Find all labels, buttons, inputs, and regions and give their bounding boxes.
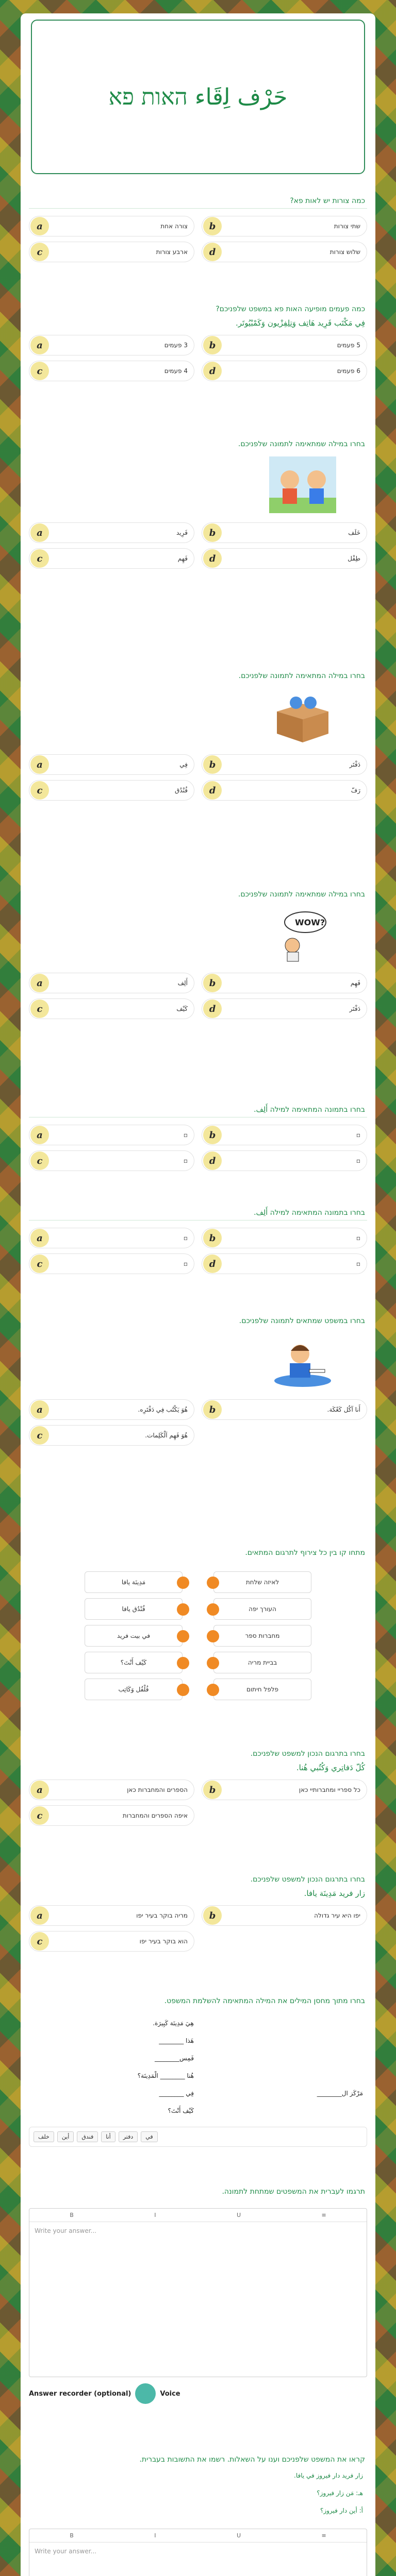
box-picture — [269, 688, 336, 745]
option-d[interactable] — [202, 1150, 367, 1171]
letter-d-icon: d — [203, 243, 222, 261]
question-title: קראו את המשפט שלפניכם וענו על השאלות. רשמו את התשובות בעברית. — [139, 2455, 365, 2464]
match-left-item[interactable]: مَدِينَة يافا — [85, 1571, 183, 1593]
letter-d-icon: d — [203, 781, 222, 800]
option-c[interactable] — [29, 242, 194, 262]
option-c[interactable] — [29, 998, 194, 1019]
broken-image-icon: ▫ — [183, 1157, 188, 1164]
question-title: בחרו מתוך מחסן המילים את המילה המתאימה להשלמת המשפט. — [164, 1997, 365, 2005]
option-b[interactable] — [202, 335, 367, 355]
letter-b-icon: b — [203, 523, 222, 542]
option-d[interactable] — [202, 780, 367, 801]
option-b[interactable] — [202, 1228, 367, 1248]
svg-text:WOW?: WOW? — [295, 918, 325, 927]
letter-c-icon: c — [30, 549, 49, 568]
answer-textarea[interactable]: Write your answer... — [35, 2548, 96, 2555]
question-title: בחרו בתרגום הנכון למשפט שלפניכם. — [250, 1750, 365, 1758]
letter-b-icon: b — [203, 1781, 222, 1799]
broken-image-icon: ▫ — [356, 1234, 360, 1242]
option-c[interactable] — [29, 1150, 194, 1171]
question-sentence: كُلّ دَفاتِري وَكُتُبي هُنا. — [296, 1763, 365, 1772]
record-button[interactable] — [135, 2383, 156, 2404]
letter-a-icon: a — [30, 1781, 49, 1799]
option-text: أَلِف — [177, 979, 188, 987]
letter-c-icon: c — [30, 1806, 49, 1825]
letter-d-icon: d — [203, 362, 222, 380]
broken-image-icon: ▫ — [356, 1260, 360, 1267]
letter-d-icon: d — [203, 999, 222, 1018]
question-5 — [29, 890, 367, 1019]
option-c[interactable] — [29, 1931, 194, 1952]
letter-c-icon: c — [30, 781, 49, 800]
letter-b-icon: b — [203, 1400, 222, 1419]
option-text: فَرِيد — [176, 529, 188, 536]
option-d[interactable] — [202, 998, 367, 1019]
option-c[interactable] — [29, 1253, 194, 1274]
voice-label: Voice — [160, 2389, 180, 2398]
letter-a-icon: a — [30, 1400, 49, 1419]
option-text: כל ספריי ומחברותיי כאן — [299, 1786, 360, 1793]
option-text: מריה בוקר בעיר יפו — [136, 1912, 188, 1919]
word-chip[interactable]: خلف — [34, 2131, 54, 2142]
question-title: בחרו במילה המתאימה לתמונה שלפניכם. — [238, 672, 365, 680]
broken-image-icon: ▫ — [183, 1260, 188, 1267]
option-text: فَهِم — [350, 979, 360, 987]
reading-line: هـ: مَن زار فيروز؟ — [317, 2489, 363, 2497]
letter-b-icon: b — [203, 217, 222, 235]
question-title: בחרו בתמונה המתאימה למילה أَلِف. — [29, 1106, 367, 1117]
question-1 — [29, 197, 367, 262]
broken-image-icon: ▫ — [356, 1157, 360, 1164]
letter-b-icon: b — [203, 974, 222, 992]
question-14 — [29, 2455, 367, 2576]
question-8 — [29, 1317, 367, 1446]
question-title: כמה פעמים מופיעה האות פא במשפט שלפניכם? — [216, 305, 365, 313]
question-sentence: زار فريد مَدِينَة يافا. — [304, 1889, 365, 1898]
letter-a-icon: a — [30, 755, 49, 774]
option-c[interactable] — [29, 548, 194, 569]
question-7 — [29, 1209, 367, 1274]
option-b[interactable] — [202, 1780, 367, 1800]
word-chip[interactable]: فندق — [77, 2131, 98, 2142]
option-c[interactable] — [29, 361, 194, 381]
letter-b-icon: b — [203, 1906, 222, 1925]
reading-line: أ: أين دار فيروز؟ — [320, 2507, 363, 2514]
option-text: فِي — [179, 761, 188, 768]
editor-toolbar — [29, 2209, 367, 2222]
option-text: أَنا آكُل كَعْكَة. — [327, 1406, 360, 1413]
sentence-line: هَذا ________ — [159, 2037, 194, 2044]
answer-textarea[interactable]: Write your answer... — [35, 2227, 96, 2234]
title-card — [31, 20, 365, 174]
letter-d-icon: d — [203, 549, 222, 568]
letter-a-icon: a — [30, 1229, 49, 1247]
letter-c-icon: c — [30, 1151, 49, 1170]
italic-icon[interactable]: I — [154, 2212, 156, 2218]
option-text: הוא בוקר בעיר יפו — [139, 1938, 188, 1945]
option-b[interactable] — [202, 754, 367, 775]
option-text: יפו היא עיר גדולה — [314, 1912, 360, 1919]
match-left-item[interactable]: فُنْدُق يافا — [85, 1598, 183, 1620]
option-text: ארבע צורות — [156, 248, 188, 256]
option-text: دَفْتَر — [349, 1005, 360, 1012]
option-d[interactable] — [202, 1253, 367, 1274]
broken-image-icon: ▫ — [183, 1131, 188, 1139]
letter-a-icon: a — [30, 974, 49, 992]
letter-c-icon: c — [30, 1255, 49, 1273]
question-title: בחרו בתמונה המתאימה למילה أَلِف. — [29, 1209, 367, 1221]
option-text: هُوَ فَهِم اَلْكَلِمات. — [145, 1432, 188, 1439]
letter-c-icon: c — [30, 999, 49, 1018]
option-text: رَفّ — [351, 787, 360, 794]
sentence-line: هِيَ مَدِينَة كَبِيرَة. — [153, 2020, 194, 2027]
bold-icon[interactable]: B — [70, 2212, 74, 2218]
match-left-item[interactable]: في بيت فريد — [85, 1625, 183, 1647]
question-11 — [29, 1875, 367, 1952]
sentence-line: فَمِس________ — [155, 2055, 194, 2062]
match-right-item[interactable]: בביית מריה — [213, 1652, 311, 1673]
option-b[interactable] — [202, 973, 367, 993]
question-sentence: فِي مَكْتَب فَرِيد هَاتِف وَتِلِفِزْيون وَكَمْبْيُوتَر. — [235, 318, 365, 328]
word-chip[interactable]: أين — [57, 2131, 74, 2142]
letter-d-icon: d — [203, 1255, 222, 1273]
option-d[interactable] — [202, 361, 367, 381]
option-text: הספרים והמחברות כאן — [127, 1786, 188, 1793]
letter-b-icon: b — [203, 1126, 222, 1144]
match-right-item[interactable]: העורך יפה — [213, 1598, 311, 1620]
word-bank — [29, 2127, 367, 2147]
question-13 — [29, 2188, 367, 2404]
broken-image-icon: ▫ — [183, 1234, 188, 1242]
letter-c-icon: c — [30, 1426, 49, 1445]
align-icon[interactable]: ≡ — [321, 2532, 326, 2539]
option-text: 6 פעמים — [337, 367, 360, 375]
answer-editor[interactable] — [29, 2208, 367, 2377]
letter-b-icon: b — [203, 336, 222, 354]
sentence-line: كَيْف أَنْتَ؟ — [168, 2107, 194, 2114]
underline-icon[interactable]: U — [236, 2532, 241, 2539]
boy-writing-picture — [269, 1333, 336, 1390]
bold-icon[interactable]: B — [70, 2532, 74, 2539]
question-10 — [29, 1750, 367, 1826]
recorder-label: Answer recorder (optional) — [29, 2389, 131, 2398]
option-text: دَفْتَر — [349, 761, 360, 768]
match-right-item[interactable]: לאיזה שלחת — [213, 1571, 311, 1593]
letter-b-icon: b — [203, 755, 222, 774]
option-text: طِفْل — [348, 555, 360, 562]
option-text: خَلَف — [348, 529, 360, 536]
question-title: בחרו במילה שמתאימה לתמונה שלפניכם. — [238, 440, 365, 448]
option-a[interactable] — [29, 1905, 194, 1926]
letter-a-icon: a — [30, 217, 49, 235]
italic-icon[interactable]: I — [154, 2532, 156, 2539]
question-6 — [29, 1106, 367, 1171]
page-title: حَرْف ﻟِقَاء האות פא — [108, 83, 288, 110]
option-text: 5 פעמים — [337, 342, 360, 349]
question-title: מתחו קו בין כל צירוף לתרגום המתאים. — [245, 1549, 365, 1557]
option-a[interactable] — [29, 335, 194, 355]
word-chip[interactable]: أنا — [101, 2131, 115, 2142]
question-title: בחרו במילה שמתאימה לתמונה שלפניכם. — [238, 890, 365, 899]
letter-a-icon: a — [30, 1126, 49, 1144]
broken-image-icon: ▫ — [356, 1131, 360, 1139]
option-text: צורה אחת — [160, 223, 188, 230]
option-a[interactable] — [29, 973, 194, 993]
align-icon[interactable]: ≡ — [321, 2212, 326, 2218]
question-2 — [29, 305, 367, 381]
letter-c-icon: c — [30, 243, 49, 261]
option-a[interactable] — [29, 1228, 194, 1248]
letter-c-icon: c — [30, 1932, 49, 1951]
question-12 — [29, 1997, 367, 2147]
letter-c-icon: c — [30, 362, 49, 380]
option-b[interactable] — [202, 1399, 367, 1420]
answer-recorder — [29, 2383, 367, 2404]
sentence-line: هُنا ________ الْمَدِينَة؟ — [137, 2072, 194, 2079]
question-3 — [29, 440, 367, 569]
letter-a-icon: a — [30, 1906, 49, 1925]
option-a[interactable] — [29, 522, 194, 543]
option-b[interactable] — [202, 1125, 367, 1145]
match-left-item[interactable]: فُلْفُل وَكَاتِب — [85, 1679, 183, 1700]
question-title: תרגמו לעברית את המשפטים שמתחת לתמונה. — [222, 2188, 365, 2196]
option-text: שלוש צורות — [329, 248, 360, 256]
question-9 — [29, 1549, 367, 1705]
word-chip[interactable]: دفتر — [119, 2131, 138, 2142]
sentence-line: فِي ________ — [159, 2090, 194, 2097]
match-left-item[interactable]: كَيْف أَنْتَ؟ — [85, 1652, 183, 1673]
sentence-line: مَرْكَز ال________ — [317, 2090, 363, 2097]
question-title: בחרו בתרגום הנכון למשפט שלפניכם. — [250, 1875, 365, 1884]
option-c[interactable] — [29, 1805, 194, 1826]
answer-editor[interactable] — [29, 2529, 367, 2576]
question-4 — [29, 672, 367, 801]
editor-toolbar — [29, 2529, 367, 2543]
option-b[interactable] — [202, 1905, 367, 1926]
option-text: 3 פעמים — [164, 342, 188, 349]
underline-icon[interactable]: U — [236, 2212, 241, 2218]
option-text: איפה הספרים והמחברות — [122, 1812, 188, 1819]
option-a[interactable] — [29, 1125, 194, 1145]
option-d[interactable] — [202, 242, 367, 262]
question-title: בחרו במשפט שמתאים לתמונה שלפניכם. — [239, 1317, 365, 1325]
match-right-item[interactable]: פלפל חיתום — [213, 1679, 311, 1700]
letter-a-icon: a — [30, 336, 49, 354]
option-a[interactable] — [29, 754, 194, 775]
option-a[interactable] — [29, 216, 194, 236]
word-chip[interactable]: في — [141, 2131, 157, 2142]
option-b[interactable] — [202, 522, 367, 543]
option-text: فَهِم — [177, 555, 188, 562]
match-right-item[interactable]: מחברות ספר — [213, 1625, 311, 1647]
reading-line: زار فريد دار فيروز في يافا. — [294, 2472, 363, 2479]
question-title: כמה צורות יש לאות פא? — [29, 197, 367, 209]
option-b[interactable] — [202, 216, 367, 236]
wow-picture — [269, 907, 336, 963]
option-text: שתי צורות — [334, 223, 360, 230]
option-text: كَيْف — [176, 1005, 188, 1012]
option-text: هُوَ يَكْتُب فِي دَفْتَرِه. — [138, 1406, 188, 1413]
letter-d-icon: d — [203, 1151, 222, 1170]
option-text: فُنْدُق — [175, 787, 188, 794]
option-a[interactable] — [29, 1399, 194, 1420]
option-text: 4 פעמים — [164, 367, 188, 375]
worksheet-page — [21, 13, 375, 2576]
option-a[interactable] — [29, 1780, 194, 1800]
letter-a-icon: a — [30, 523, 49, 542]
option-c[interactable] — [29, 780, 194, 801]
letter-b-icon: b — [203, 1229, 222, 1247]
option-c[interactable] — [29, 1425, 194, 1446]
option-d[interactable] — [202, 548, 367, 569]
children-picture — [269, 456, 336, 513]
